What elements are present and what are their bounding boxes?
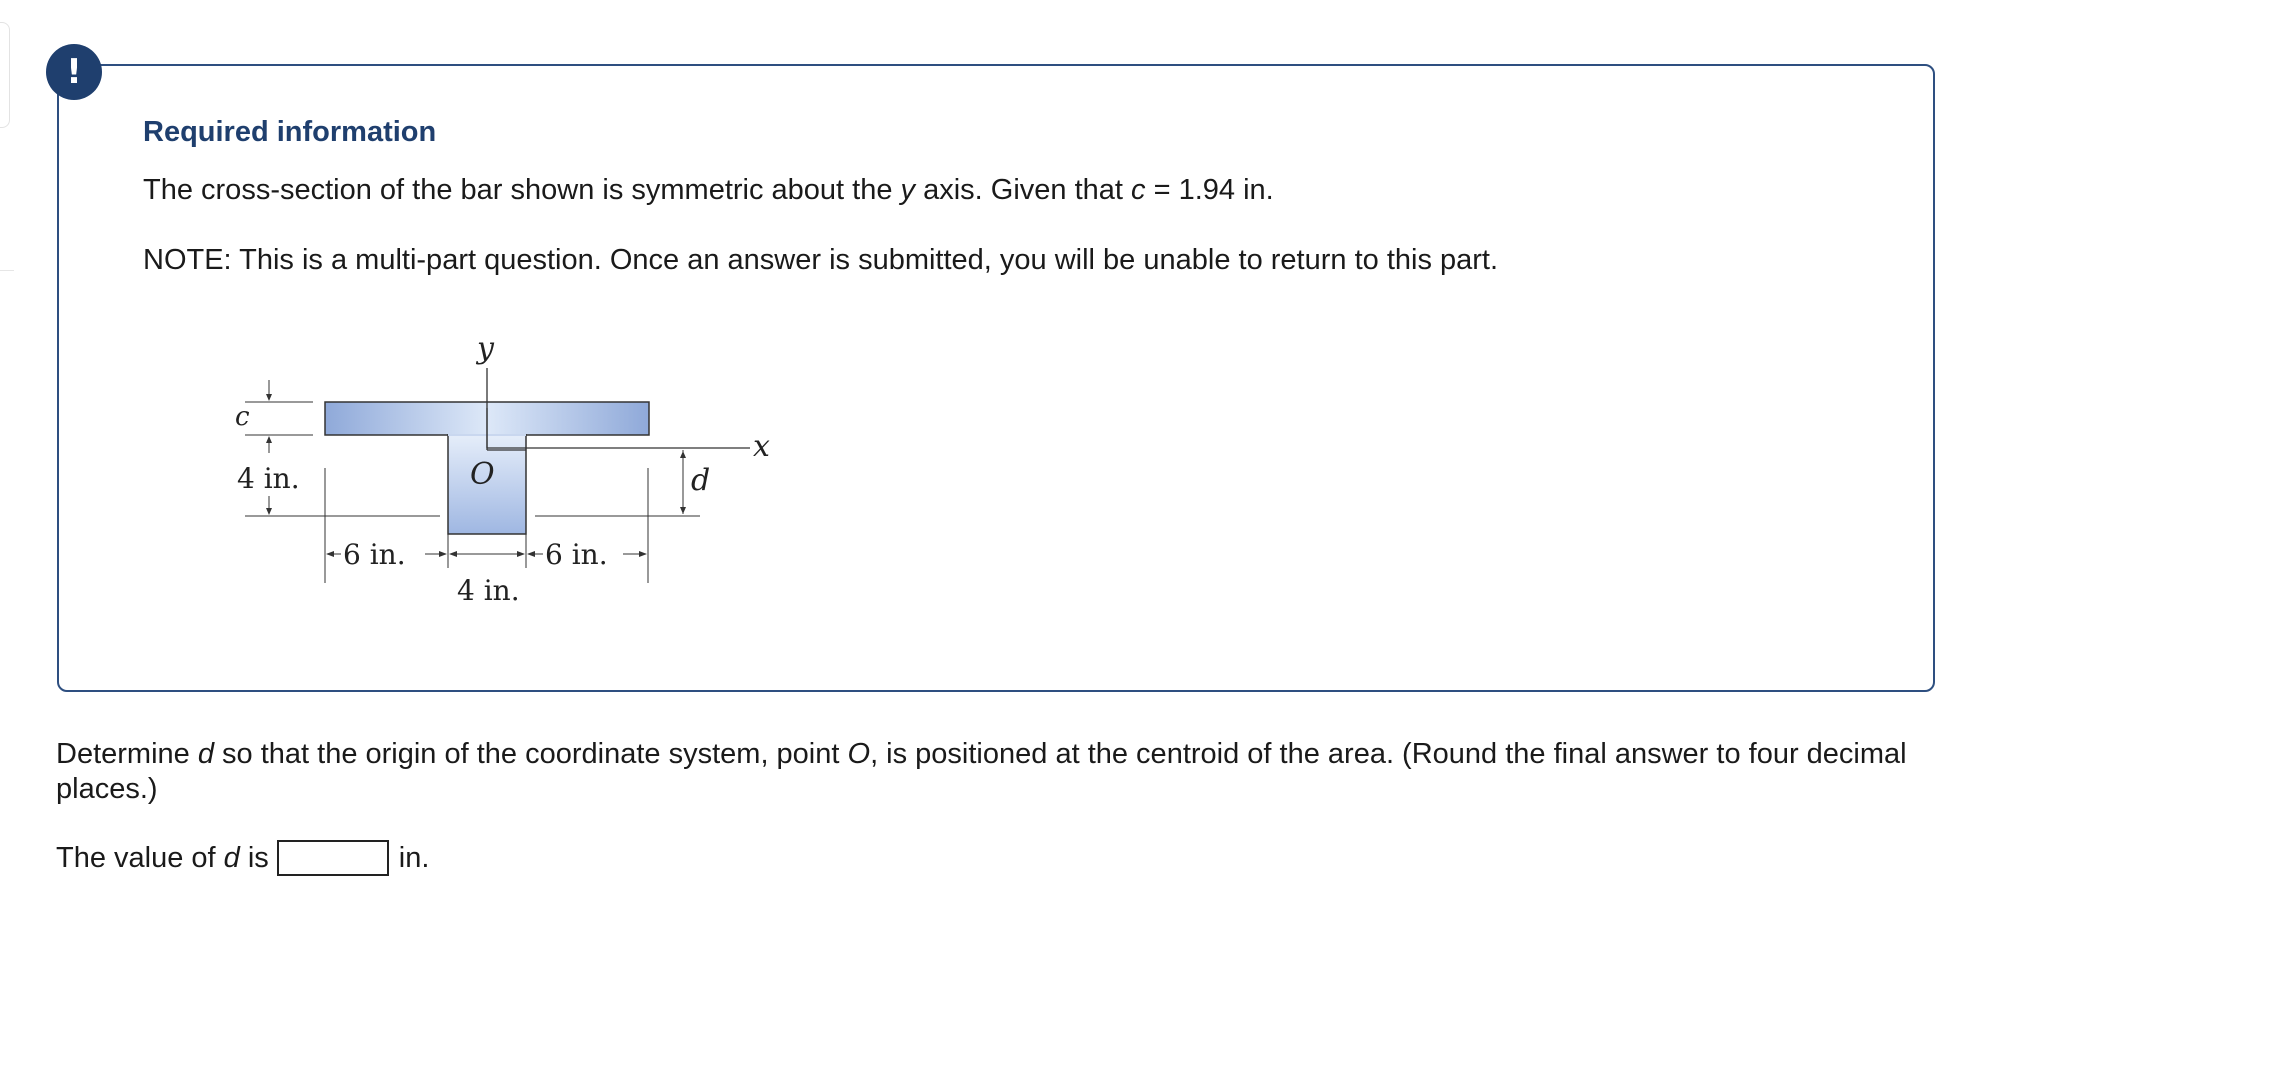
label-c: c — [235, 402, 250, 432]
answer-input[interactable] — [277, 840, 389, 876]
required-information-title: Required information — [143, 116, 437, 148]
label-o: O — [470, 457, 495, 492]
variable-c: c — [1131, 174, 1146, 206]
label-6in-left: 6 in. — [343, 538, 406, 571]
side-panel-tab — [0, 22, 10, 128]
label-y: y — [477, 331, 494, 366]
variable-d: d — [197, 738, 214, 770]
label-4in-left: 4 in. — [237, 462, 300, 495]
label-4in-bottom: 4 in. — [457, 574, 520, 607]
side-divider — [0, 270, 14, 271]
label-6in-right: 6 in. — [545, 538, 608, 571]
label-x: x — [753, 429, 770, 464]
label-d: d — [691, 463, 711, 498]
variable-y: y — [900, 174, 916, 206]
exclamation-icon: ! — [46, 44, 102, 100]
variable-o: O — [847, 738, 871, 770]
answer-unit: in. — [398, 842, 430, 874]
question-text: Determine d so that the origin of the coordinate system, point O, is positioned at the centroid of the area. (Round the final answer to four decimal places.) — [56, 738, 1907, 805]
answer-variable-d: d — [223, 842, 240, 874]
answer-row: The value of d is in. — [56, 842, 430, 874]
multi-part-note: NOTE: This is a multi-part question. Once an answer is submitted, you will be unable to return to this part. — [143, 244, 1499, 276]
cross-section-figure — [225, 318, 785, 618]
problem-statement: The cross-section of the bar shown is symmetric about the y axis. Given that c = 1.94 in. — [143, 174, 1274, 206]
